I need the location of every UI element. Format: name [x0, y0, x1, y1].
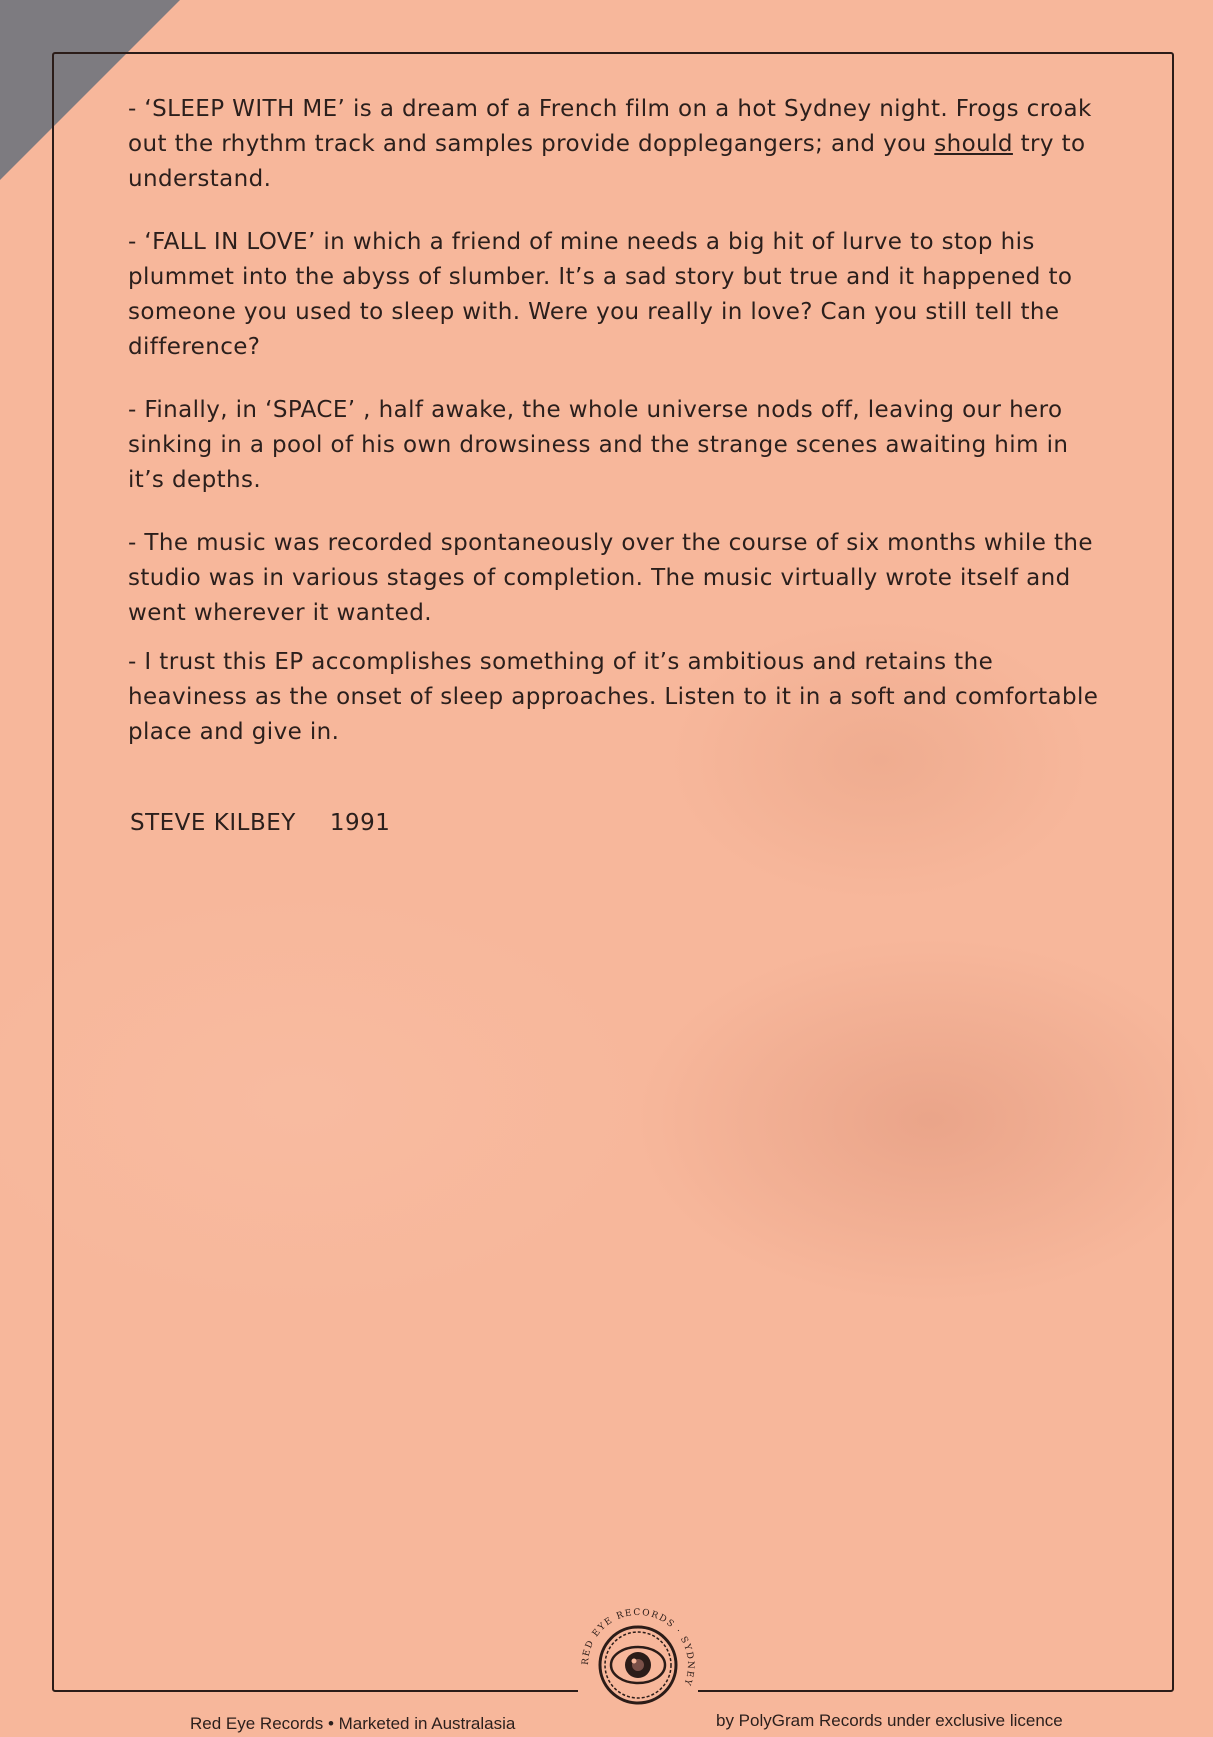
signature	[130, 810, 390, 836]
red-eye-records-logo	[578, 1605, 698, 1725]
svg-text:RED EYE RECORDS · SYDNEY: RED EYE RECORDS · SYDNEY	[580, 1607, 696, 1688]
paragraph-sleep-with-me	[128, 92, 1108, 197]
paragraph-text-end: try to understand.	[128, 131, 1086, 192]
paragraph-recording: - The music was recorded spontaneously over the course of six months while the studio was in various stages of completion. The music virtually wrote itself and went wherever it wanted.	[128, 530, 1093, 626]
liner-notes	[128, 92, 1108, 778]
signature-year: 1991	[329, 810, 391, 836]
footer-label-right: by PolyGram Records under exclusive licence	[716, 1711, 1063, 1730]
paragraph-closing: - I trust this EP accomplishes something of it’s ambitious and retains the heaviness as the onset of sleep approaches. Listen to it in a soft and comfortable place and give in.	[128, 649, 1099, 745]
signature-name: STEVE KILBEY	[130, 810, 296, 836]
paragraph-fall-in-love: - ‘FALL IN LOVE’ in which a friend of mine needs a big hit of lurve to stop his plummet into the abyss of slumber. It’s a sad story but true and it happened to someone you used to sleep with. Were you really in love? Can you still tell the difference?	[128, 229, 1073, 360]
footer-label-left: Red Eye Records • Marketed in Australasia	[190, 1714, 516, 1733]
paragraph-text: - ‘SLEEP WITH ME’ is a dream of a French film on a hot Sydney night. Frogs croak out the rhythm track and samples provide dopplegangers; and you	[128, 96, 1092, 157]
eye-seal-icon	[578, 1605, 698, 1725]
paragraph-space: - Finally, in ‘SPACE’ , half awake, the whole universe nods off, leaving our hero sinking in a pool of his own drowsiness and the strange scenes awaiting him in it’s depths.	[128, 397, 1069, 493]
underlined-word: should	[934, 131, 1013, 157]
